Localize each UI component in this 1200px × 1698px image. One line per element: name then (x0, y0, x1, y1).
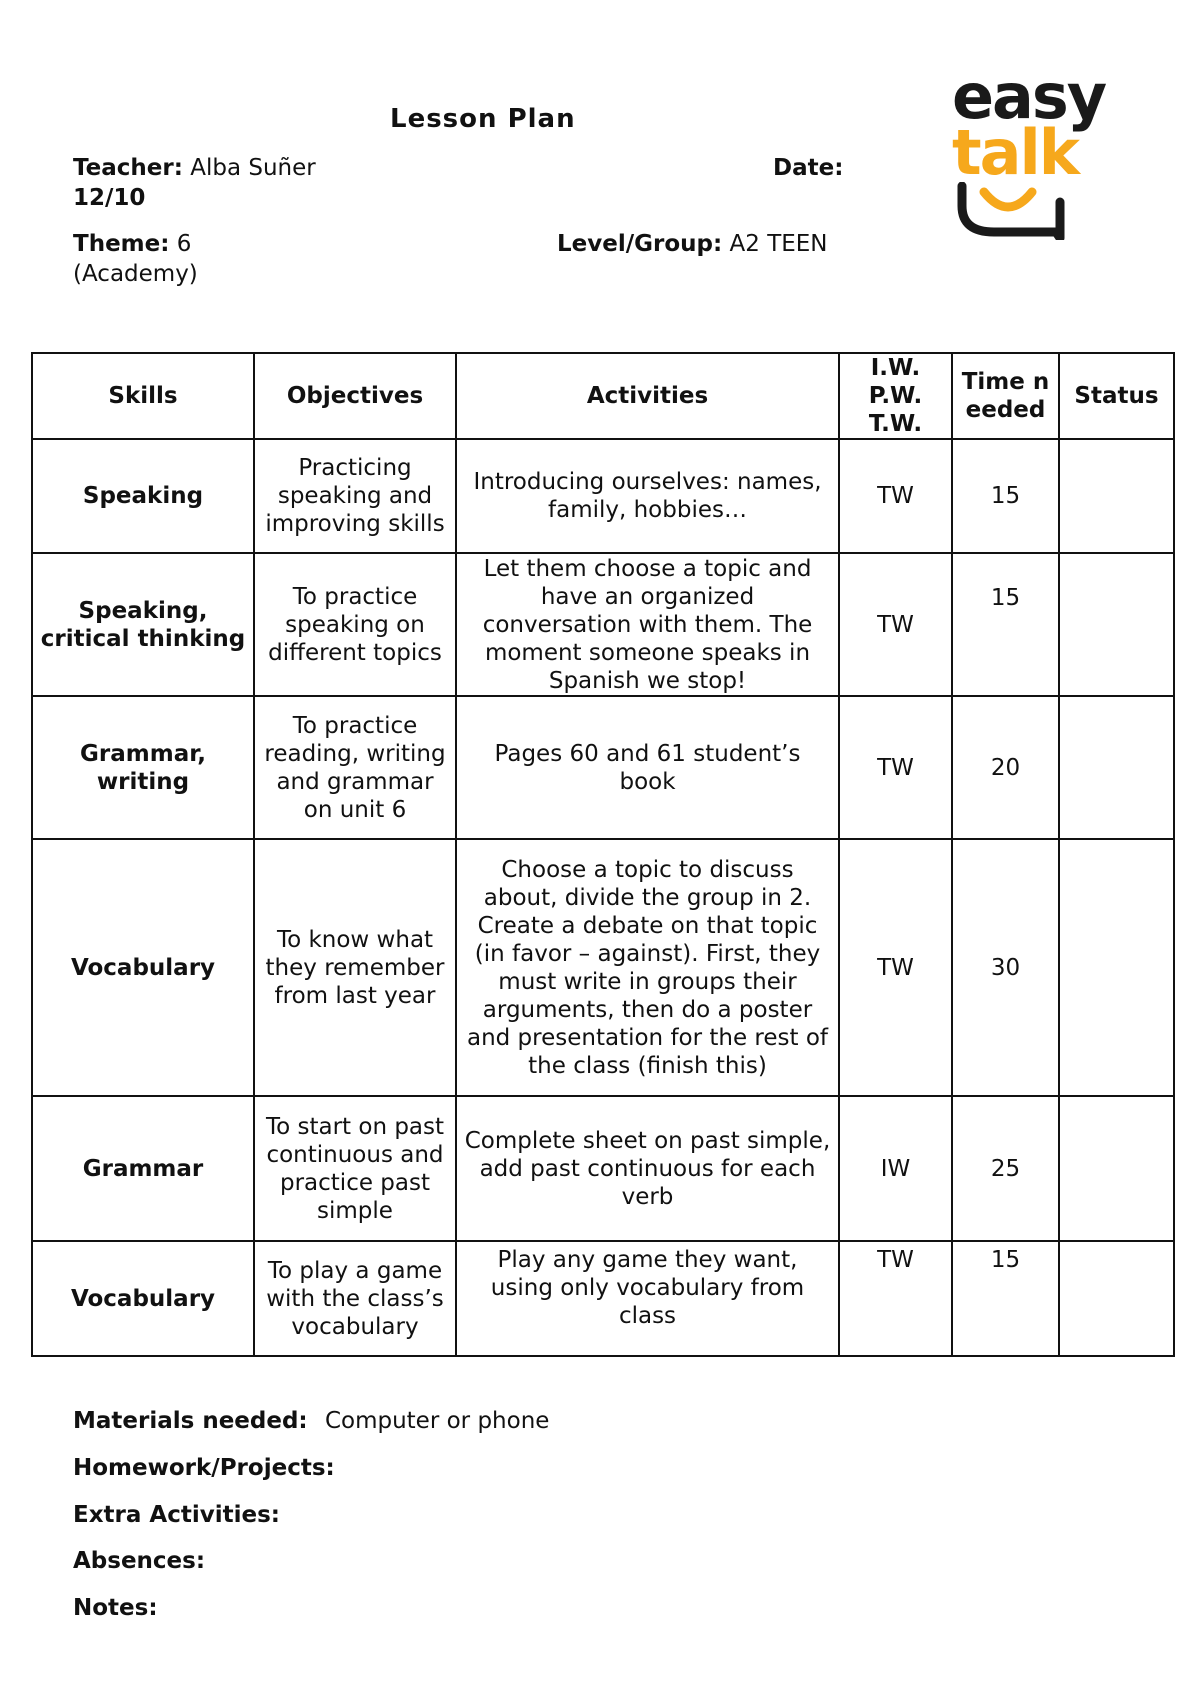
table-row (32, 553, 1174, 696)
table-row (32, 839, 1174, 1096)
activity-cell: Pages 60 and 61 student’s book (456, 696, 839, 839)
table-header-row (32, 353, 1174, 439)
work-type-cell: TW (839, 553, 952, 696)
header-objectives: Objectives (254, 353, 456, 439)
time-cell: 15 (952, 1241, 1059, 1356)
objective-cell: To start on past continuous and practice past simple (254, 1096, 456, 1241)
notes-label: Notes: (73, 1595, 158, 1621)
skill-cell: Grammar, writing (32, 696, 254, 839)
homework-label: Homework/Projects: (73, 1455, 335, 1481)
work-type-cell: TW (839, 839, 952, 1096)
objective-cell: Practicing speaking and improving skills (254, 439, 456, 553)
status-cell (1059, 1241, 1174, 1356)
time-cell: 15 (952, 553, 1059, 696)
time-cell: 20 (952, 696, 1059, 839)
absences-label: Absences: (73, 1548, 206, 1574)
work-type-cell: TW (839, 696, 952, 839)
easy-talk-logo (950, 60, 1110, 242)
header-status: Status (1059, 353, 1174, 439)
header-work-type-iw: I.W. (870, 355, 921, 381)
level-label: Level/Group: (557, 231, 723, 257)
date-value: 12/10 (73, 185, 146, 211)
materials-field (73, 1406, 549, 1436)
objective-cell: To practice reading, writing and grammar on unit 6 (254, 696, 456, 839)
teacher-label: Teacher: (73, 155, 183, 181)
activity-cell: Let them choose a topic and have an organized conversation with them. The moment someone speaks in Spanish we stop! (456, 553, 839, 696)
lesson-plan-table (31, 352, 1175, 1357)
objective-cell: To practice speaking on different topics (254, 553, 456, 696)
speech-bubble-smile-icon (956, 182, 1066, 240)
header-time-needed: Time needed (952, 353, 1059, 439)
activity-cell: Introducing ourselves: names, family, hobbies… (456, 439, 839, 553)
skill-cell: Speaking, critical thinking (32, 553, 254, 696)
teacher-field (73, 153, 316, 183)
materials-value: Computer or phone (324, 1408, 550, 1434)
header-activities: Activities (456, 353, 839, 439)
theme-field (73, 229, 233, 289)
status-cell (1059, 1096, 1174, 1241)
skill-cell: Vocabulary (32, 839, 254, 1096)
table-row (32, 439, 1174, 553)
teacher-value: Alba Suñer (190, 155, 316, 181)
status-cell (1059, 696, 1174, 839)
activity-cell: Choose a topic to discuss about, divide the group in 2. Create a debate on that topic (in favor – against). First, they must write in groups their arguments, then do a poster and presentation for the rest of the class (finish this) (456, 839, 839, 1096)
activity-cell: Play any game they want, using only vocabulary from class (456, 1241, 839, 1356)
level-value: A2 TEEN (729, 231, 828, 257)
time-cell: 15 (952, 439, 1059, 553)
theme-label: Theme: (73, 231, 170, 257)
table-row (32, 1096, 1174, 1241)
skill-cell: Grammar (32, 1096, 254, 1241)
table-row (32, 696, 1174, 839)
skill-cell: Speaking (32, 439, 254, 553)
status-cell (1059, 839, 1174, 1096)
date-label: Date: (773, 155, 844, 181)
table-row (32, 1241, 1174, 1356)
level-field (557, 229, 828, 259)
homework-field (73, 1453, 335, 1483)
header-work-type-pw: P.W. (868, 383, 923, 409)
logo-word-easy: easy (952, 60, 1106, 133)
work-type-cell: TW (839, 439, 952, 553)
logo-word-talk: talk (952, 116, 1078, 189)
page-title: Lesson Plan (390, 104, 576, 134)
notes-field (73, 1593, 158, 1623)
extra-activities-field (73, 1500, 280, 1530)
time-cell: 30 (952, 839, 1059, 1096)
header-work-type-tw: T.W. (868, 411, 923, 437)
objective-cell: To know what they remember from last year (254, 839, 456, 1096)
skill-cell: Vocabulary (32, 1241, 254, 1356)
header-skills: Skills (32, 353, 254, 439)
activity-cell: Complete sheet on past simple, add past continuous for each verb (456, 1096, 839, 1241)
extra-activities-label: Extra Activities: (73, 1502, 280, 1528)
status-cell (1059, 553, 1174, 696)
materials-label: Materials needed: (73, 1408, 308, 1434)
theme-value: 6 (Academy) (73, 231, 198, 287)
objective-cell: To play a game with the class’s vocabulary (254, 1241, 456, 1356)
header-work-type (839, 353, 952, 439)
work-type-cell: IW (839, 1096, 952, 1241)
absences-field (73, 1546, 205, 1576)
time-cell: 25 (952, 1096, 1059, 1241)
status-cell (1059, 439, 1174, 553)
work-type-cell: TW (839, 1241, 952, 1356)
